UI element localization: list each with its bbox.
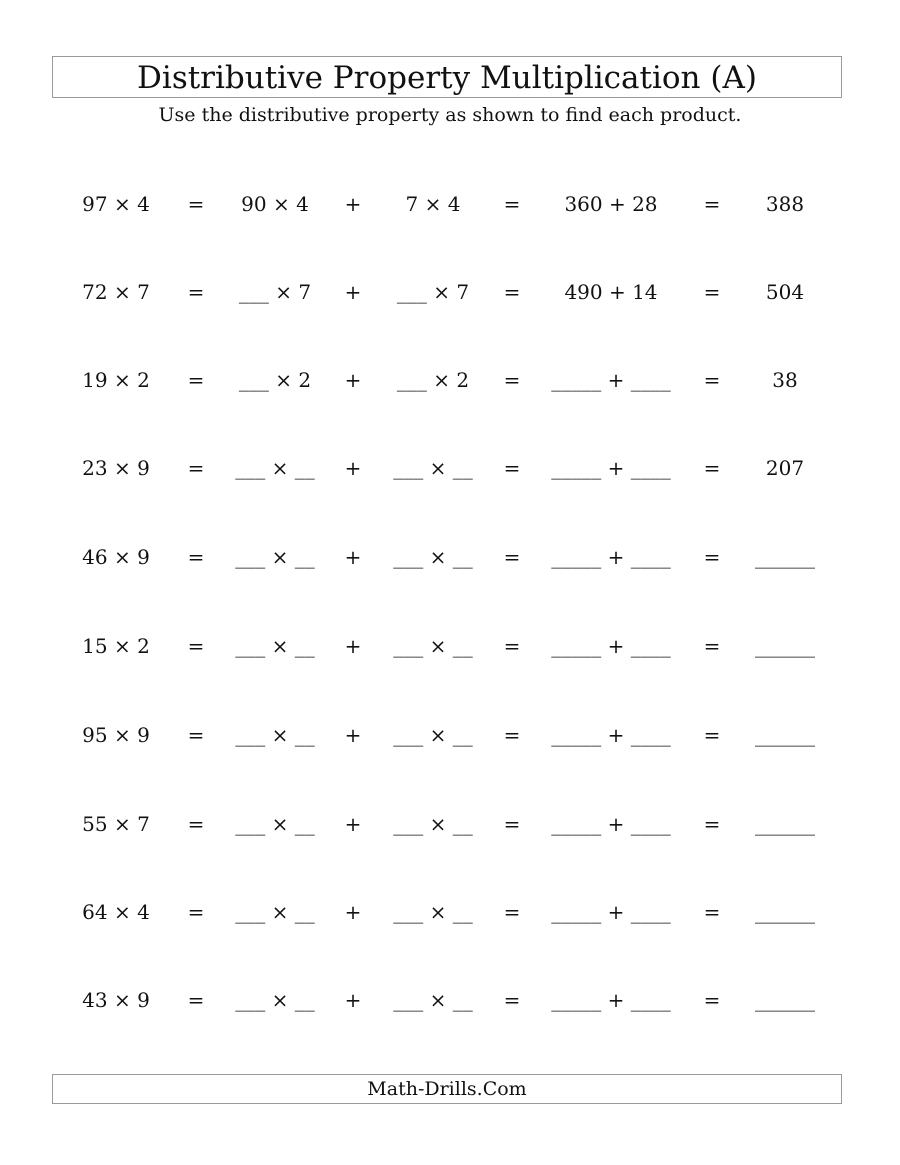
equals-sign: = [503, 545, 521, 569]
equals-sign: = [187, 545, 205, 569]
equals-sign: = [703, 456, 721, 480]
first-partial-product: ___ × __ [235, 456, 315, 480]
answer-blank: ______ [755, 634, 815, 658]
equals-sign: = [703, 812, 721, 836]
partial-sum: _____ + ____ [551, 900, 671, 924]
equals-sign: = [703, 280, 721, 304]
second-partial-product: 7 × 4 [405, 192, 461, 216]
second-partial-product: ___ × 7 [396, 280, 470, 304]
problem-expression: 19 × 2 [82, 368, 150, 392]
second-partial-product: ___ × __ [393, 456, 473, 480]
equals-sign: = [703, 723, 721, 747]
equals-sign: = [187, 456, 205, 480]
first-partial-product: 90 × 4 [241, 192, 309, 216]
problem-expression: 15 × 2 [82, 634, 150, 658]
plus-sign: + [344, 812, 362, 836]
footer-credit: Math-Drills.Com [52, 1074, 842, 1104]
equals-sign: = [703, 900, 721, 924]
problem-row [0, 360, 900, 400]
plus-sign: + [344, 192, 362, 216]
problem-row [0, 980, 900, 1020]
problem-row [0, 626, 900, 666]
first-partial-product: ___ × __ [235, 545, 315, 569]
first-partial-product: ___ × __ [235, 723, 315, 747]
answer: 504 [765, 280, 805, 304]
equals-sign: = [703, 192, 721, 216]
second-partial-product: ___ × __ [393, 545, 473, 569]
plus-sign: + [344, 545, 362, 569]
partial-sum: 490 + 14 [564, 280, 658, 304]
first-partial-product: ___ × __ [235, 812, 315, 836]
first-partial-product: ___ × __ [235, 900, 315, 924]
equals-sign: = [503, 280, 521, 304]
answer-blank: ______ [755, 545, 815, 569]
second-partial-product: ___ × __ [393, 812, 473, 836]
equals-sign: = [503, 988, 521, 1012]
plus-sign: + [344, 634, 362, 658]
worksheet-instructions: Use the distributive property as shown to find each product. [158, 104, 742, 126]
equals-sign: = [703, 368, 721, 392]
problem-row [0, 184, 900, 224]
equals-sign: = [187, 634, 205, 658]
plus-sign: + [344, 280, 362, 304]
problem-row [0, 715, 900, 755]
partial-sum: _____ + ____ [551, 545, 671, 569]
second-partial-product: ___ × __ [393, 634, 473, 658]
equals-sign: = [703, 634, 721, 658]
first-partial-product: ___ × __ [235, 634, 315, 658]
problem-expression: 43 × 9 [82, 988, 150, 1012]
plus-sign: + [344, 368, 362, 392]
equals-sign: = [187, 192, 205, 216]
equals-sign: = [503, 368, 521, 392]
plus-sign: + [344, 723, 362, 747]
equals-sign: = [187, 723, 205, 747]
problem-row [0, 272, 900, 312]
answer-blank: ______ [755, 812, 815, 836]
plus-sign: + [344, 900, 362, 924]
answer: 388 [765, 192, 805, 216]
plus-sign: + [344, 456, 362, 480]
first-partial-product: ___ × 2 [238, 368, 312, 392]
worksheet-title: Distributive Property Multiplication (A) [52, 56, 842, 98]
first-partial-product: ___ × __ [235, 988, 315, 1012]
equals-sign: = [503, 900, 521, 924]
answer-blank: ______ [755, 988, 815, 1012]
partial-sum: _____ + ____ [551, 456, 671, 480]
second-partial-product: ___ × __ [393, 988, 473, 1012]
equals-sign: = [187, 280, 205, 304]
partial-sum: _____ + ____ [551, 634, 671, 658]
equals-sign: = [187, 900, 205, 924]
problem-expression: 72 × 7 [82, 280, 150, 304]
equals-sign: = [187, 988, 205, 1012]
equals-sign: = [703, 545, 721, 569]
second-partial-product: ___ × __ [393, 900, 473, 924]
equals-sign: = [503, 723, 521, 747]
partial-sum: 360 + 28 [564, 192, 658, 216]
equals-sign: = [503, 192, 521, 216]
problem-expression: 64 × 4 [82, 900, 150, 924]
problem-expression: 97 × 4 [82, 192, 150, 216]
equals-sign: = [503, 812, 521, 836]
partial-sum: _____ + ____ [551, 368, 671, 392]
second-partial-product: ___ × 2 [396, 368, 470, 392]
answer-blank: ______ [755, 723, 815, 747]
answer: 207 [765, 456, 805, 480]
equals-sign: = [187, 368, 205, 392]
problem-row [0, 537, 900, 577]
problem-expression: 55 × 7 [82, 812, 150, 836]
equals-sign: = [703, 988, 721, 1012]
problem-expression: 95 × 9 [82, 723, 150, 747]
problem-row [0, 892, 900, 932]
partial-sum: _____ + ____ [551, 723, 671, 747]
partial-sum: _____ + ____ [551, 988, 671, 1012]
first-partial-product: ___ × 7 [238, 280, 312, 304]
partial-sum: _____ + ____ [551, 812, 671, 836]
problem-row [0, 804, 900, 844]
problem-expression: 23 × 9 [82, 456, 150, 480]
equals-sign: = [187, 812, 205, 836]
equals-sign: = [503, 456, 521, 480]
equals-sign: = [503, 634, 521, 658]
plus-sign: + [344, 988, 362, 1012]
answer-blank: ______ [755, 900, 815, 924]
answer: 38 [772, 368, 798, 392]
second-partial-product: ___ × __ [393, 723, 473, 747]
problem-row [0, 448, 900, 488]
problem-expression: 46 × 9 [82, 545, 150, 569]
